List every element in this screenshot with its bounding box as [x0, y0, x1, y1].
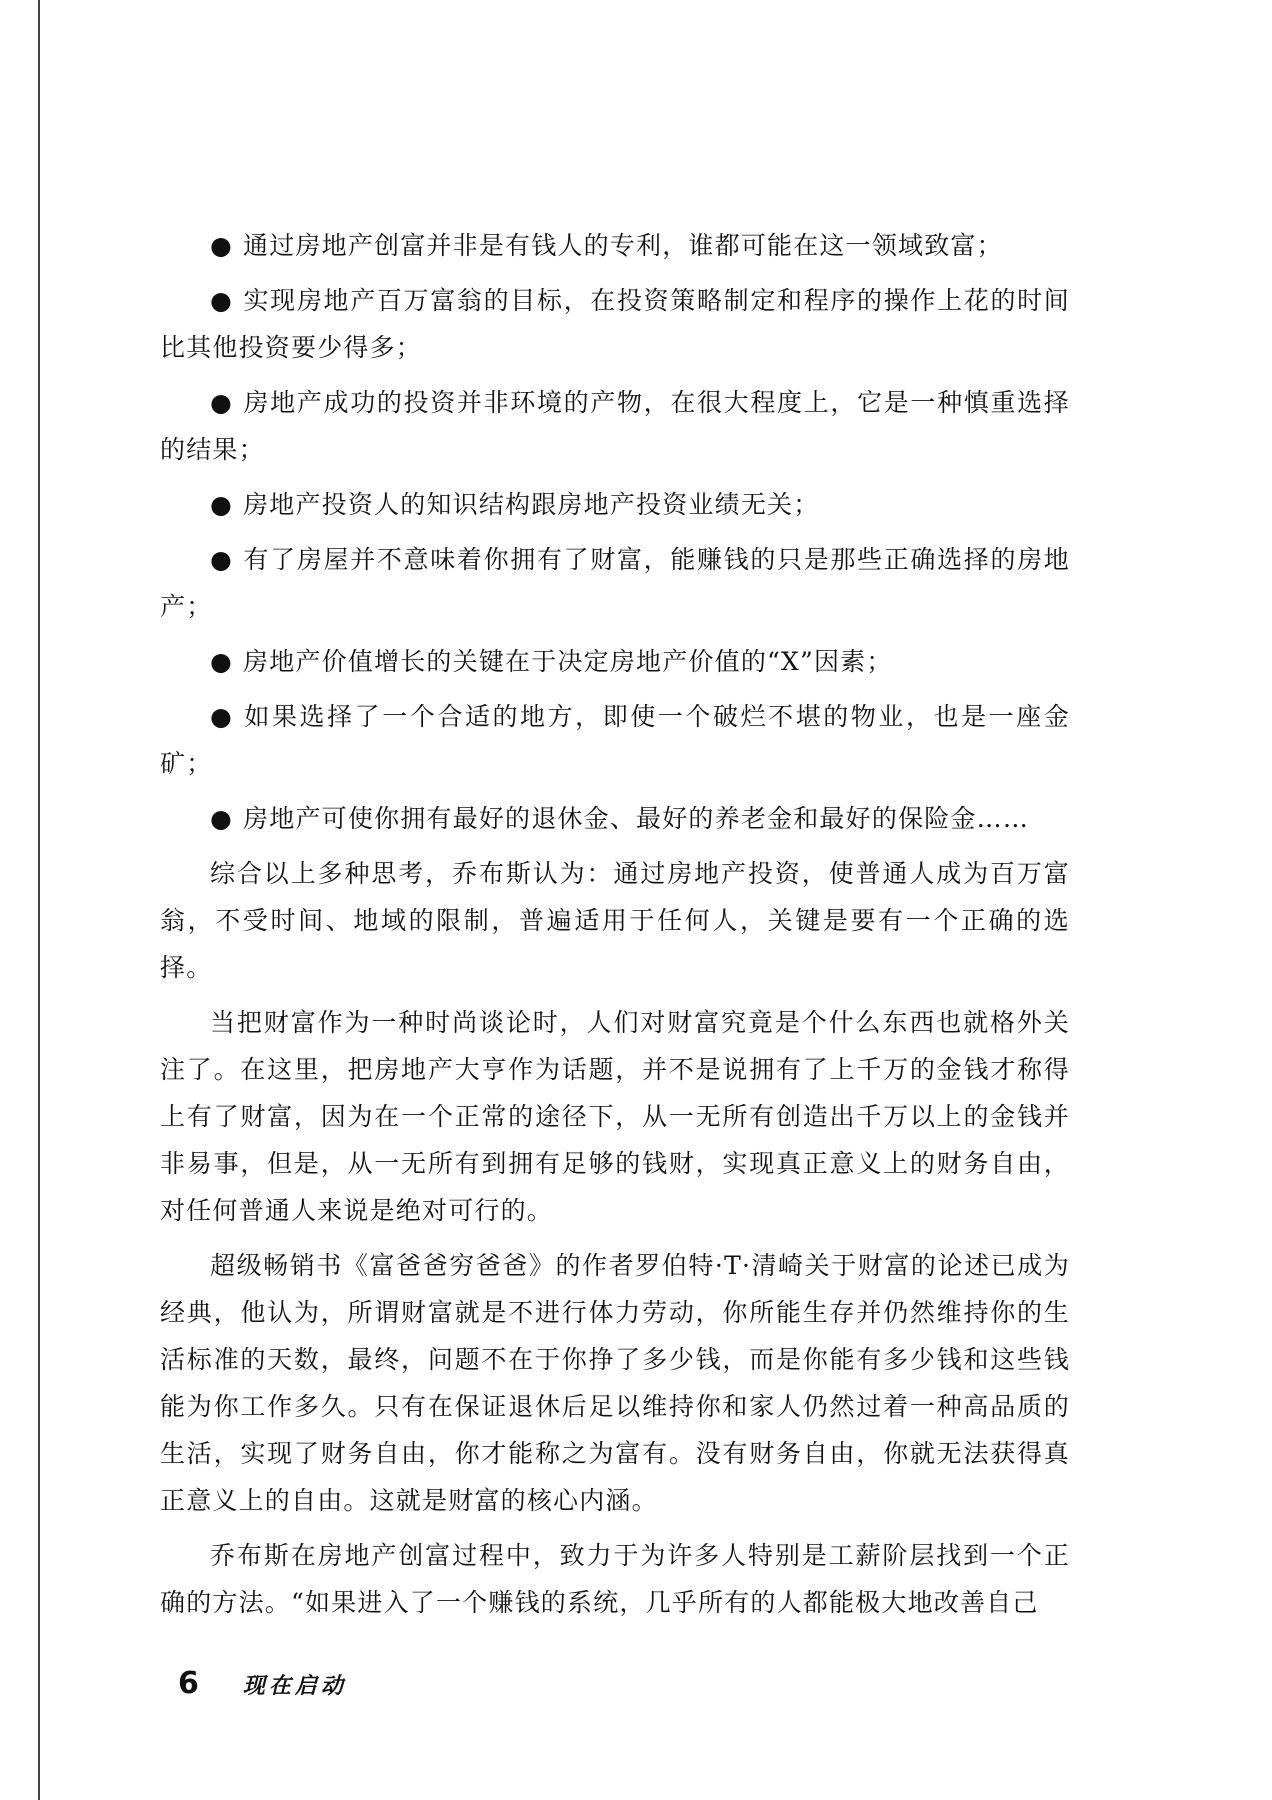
- body-paragraph: 超级畅销书《富爸爸穷爸爸》的作者罗伯特·T·清崎关于财富的论述已成为经典，他认为，所谓财富就是不进行体力劳动，你所能生存并仍然维持你的生活标准的天数，最终，问题不在于你挣了多少钱，而是你能有多少钱和这些钱能为你工作多久。只有在保证退休后足以维持你和家人仍然过着一种高品质的生活，实现了财务自由，你才能称之为富有。没有财务自由，你就无法获得真正意义上的自由。这就是财富的核心内涵。: [160, 1251, 1070, 1515]
- bullet-text: 有了房屋并不意味着你拥有了财富，能赚钱的只是那些正确选择的房地产；: [160, 545, 1070, 621]
- bullet-item: [160, 638, 1070, 685]
- running-title: 现在启动: [242, 1673, 347, 1699]
- bullet-text: 房地产投资人的知识结构跟房地产投资业绩无关；: [243, 490, 820, 519]
- bullet-icon: ●: [210, 286, 234, 315]
- body-paragraph: 当把财富作为一种时尚谈论时，人们对财富究竟是个什么东西也就格外关注了。在这里，把房地产大亨作为话题，并不是说拥有了上千万的金钱才称得上有了财富，因为在一个正常的途径下，从一无所有创造出千万以上的金钱并非易事，但是，从一无所有到拥有足够的钱财，实现真正意义上的财务自由，对任何普通人来说是绝对可行的。: [160, 1008, 1070, 1225]
- page-footer: [178, 1666, 347, 1701]
- bullet-icon: ●: [210, 545, 234, 574]
- bullet-item: [160, 693, 1070, 787]
- bullet-text: 房地产可使你拥有最好的退休金、最好的养老金和最好的保险金……: [243, 804, 1030, 833]
- bullet-item: [160, 795, 1070, 842]
- body-paragraph: 综合以上多种思考，乔布斯认为：通过房地产投资，使普通人成为百万富翁，不受时间、地域的限制，普遍适用于任何人，关键是要有一个正确的选择。: [160, 859, 1070, 982]
- body-paragraph: 乔布斯在房地产创富过程中，致力于为许多人特别是工薪阶层找到一个正确的方法。“如果进入了一个赚钱的系统，几乎所有的人都能极大地改善自己: [160, 1541, 1070, 1617]
- bullet-item: [160, 536, 1070, 630]
- bullet-item: [160, 379, 1070, 473]
- bullet-text: 实现房地产百万富翁的目标，在投资策略制定和程序的操作上花的时间比其他投资要少得多；: [160, 286, 1070, 362]
- bullet-icon: ●: [210, 804, 234, 833]
- bullet-text: 如果选择了一个合适的地方，即使一个破烂不堪的物业，也是一座金矿；: [160, 702, 1070, 778]
- page-spine-edge: [38, 0, 40, 1800]
- bullet-icon: ●: [210, 231, 234, 260]
- bullet-icon: ●: [210, 647, 234, 676]
- bullet-icon: ●: [210, 388, 234, 417]
- bullet-item: [160, 222, 1070, 269]
- page-number: 6: [178, 1666, 199, 1701]
- bullet-icon: ●: [210, 702, 234, 731]
- bullet-item: [160, 277, 1070, 371]
- bullet-text: 房地产成功的投资并非环境的产物，在很大程度上，它是一种慎重选择的结果；: [160, 388, 1070, 464]
- bullet-text: 通过房地产创富并非是有钱人的专利，谁都可能在这一领域致富；: [243, 231, 1003, 260]
- bullet-icon: ●: [210, 490, 234, 519]
- bullet-text: 房地产价值增长的关键在于决定房地产价值的“X”因素；: [243, 647, 893, 676]
- bullet-item: [160, 481, 1070, 528]
- page-body: [160, 222, 1070, 1634]
